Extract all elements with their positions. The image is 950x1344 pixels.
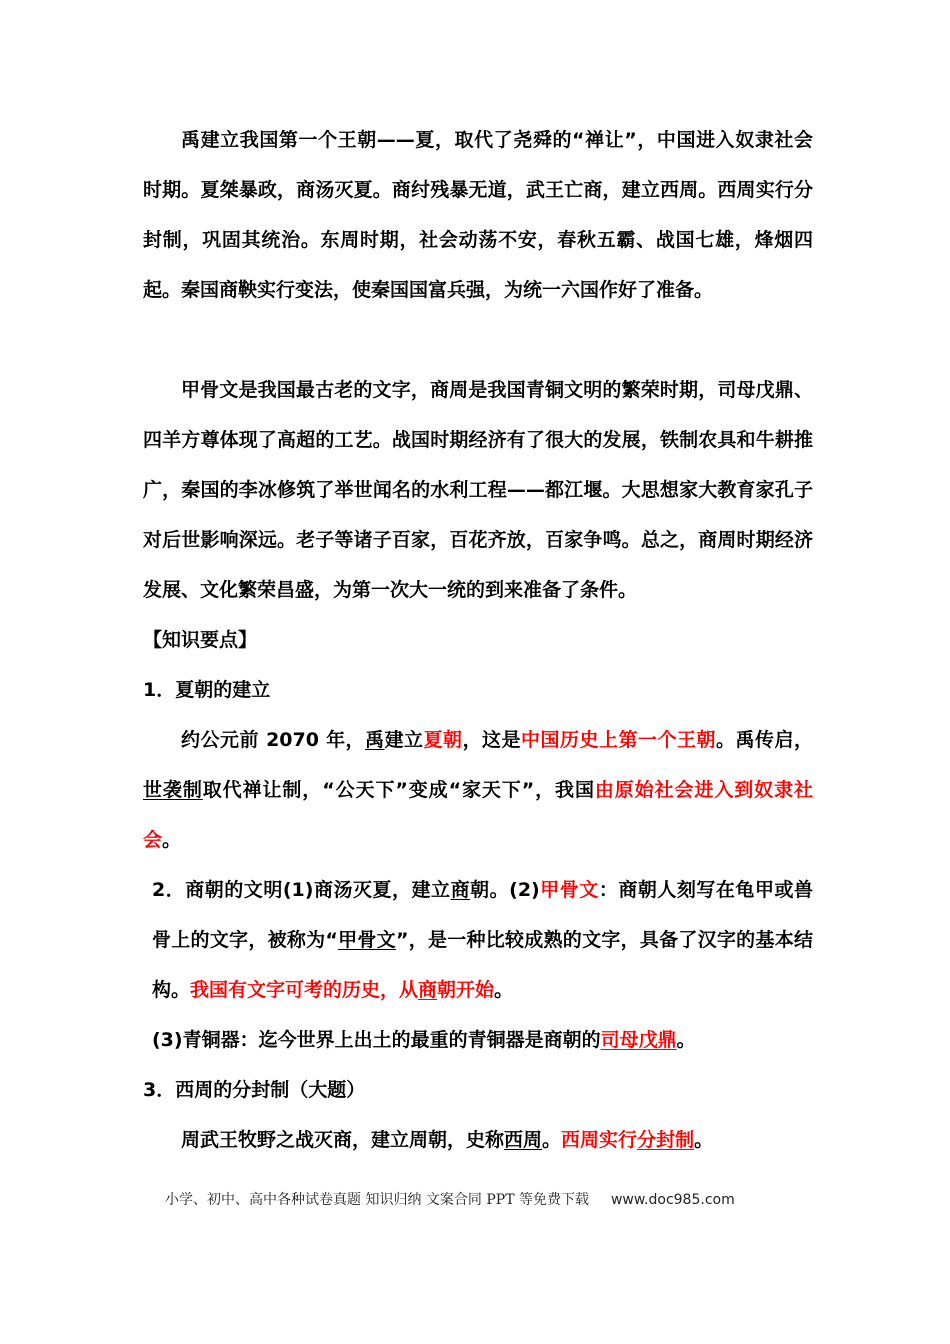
text-span: ”，是一种比较成熟的文字，具备了汉字的基本结构。 <box>152 929 813 1001</box>
underlined-term: 甲骨文 <box>337 929 396 951</box>
highlight-red: 夏朝 <box>423 729 463 751</box>
underlined-term: 世袭制 <box>143 779 203 801</box>
highlight-red-underlined: 司母戊鼎 <box>600 1029 677 1051</box>
point-3-body <box>143 1115 813 1165</box>
highlight-red-underlined: 分封制 <box>637 1129 695 1151</box>
text-span: 。 <box>676 1029 696 1051</box>
text-span: 。 <box>542 1129 562 1151</box>
text-span: 朝。(2) <box>470 879 540 901</box>
page-footer <box>165 1188 805 1212</box>
text-span: 周武王牧野之战灭商，建立周朝，史称 <box>181 1129 505 1151</box>
point-2-bronze <box>152 1015 813 1065</box>
text-span: (3)青铜器：迄今世界上出土的最重的青铜器是商朝的 <box>152 1029 601 1051</box>
highlight-red: 朝开始 <box>437 979 495 1001</box>
highlight-red: 中国历史上第一个王朝 <box>521 729 716 751</box>
text-span: ：商朝人刻写在龟甲或兽骨上的文字，被称为“ <box>152 879 813 951</box>
point-3-heading: 3．西周的分封制（大题） <box>143 1079 366 1101</box>
paragraph-summary-2: 甲骨文是我国最古老的文字，商周是我国青铜文明的繁荣时期，司母戊鼎、四羊方尊体现了高超的工艺。战国时期经济有了很大的发展，铁制农具和牛耕推广，秦国的李冰修筑了举世闻名的水利工程——都江堰。大思想家大教育家孔子对后世影响深远。老子等诸子百家，百花齐放，百家争鸣。总之，商周时期经济发展、文化繁荣昌盛，为第一次大一统的到来准备了条件。 <box>143 379 813 601</box>
text-span: 2．商朝的文明(1)商汤灭夏，建立 <box>152 879 451 901</box>
highlight-red: 由原始社会进入到奴隶社会 <box>143 779 813 851</box>
text-span: 约公元前 2070 年， <box>181 729 366 751</box>
point-2-body <box>152 865 813 1015</box>
text-span: 。 <box>694 1129 714 1151</box>
underlined-term: 商 <box>450 879 471 901</box>
text-span: 建立 <box>384 729 424 751</box>
point-1-heading: 1．夏朝的建立 <box>143 679 271 701</box>
text-span: 。 <box>162 829 182 851</box>
text-span: 取代禅让制，“公天下”变成“家天下”，我国 <box>202 779 595 801</box>
highlight-red-underlined: 商 <box>418 979 438 1001</box>
point-1-body <box>143 715 813 865</box>
footer-text: 小学、初中、高中各种试卷真题 知识归纳 文案合同 PPT 等免费下载 <box>165 1192 589 1208</box>
section-header-knowledge-points: 【知识要点】 <box>143 629 258 651</box>
footer-url[interactable]: www.doc985.com <box>610 1192 735 1208</box>
underlined-term: 禹 <box>365 729 385 751</box>
text-span: 。禹传启， <box>715 729 813 751</box>
paragraph-summary-1: 禹建立我国第一个王朝——夏，取代了尧舜的“禅让”，中国进入奴隶社会时期。夏桀暴政，商汤灭夏。商纣残暴无道，武王亡商，建立西周。西周实行分封制，巩固其统治。东周时期，社会动荡不安，春秋五霸、战国七雄，烽烟四起。秦国商鞅实行变法，使秦国国富兵强，为统一六国作好了准备。 <box>143 129 813 301</box>
highlight-red: 我国有文字可考的历史，从 <box>190 979 419 1001</box>
underlined-term: 西周 <box>504 1129 543 1151</box>
text-span: 。 <box>494 979 514 1001</box>
text-span: ，这是 <box>462 729 522 751</box>
highlight-red: 甲骨文 <box>539 879 599 901</box>
highlight-red: 西周实行 <box>561 1129 638 1151</box>
